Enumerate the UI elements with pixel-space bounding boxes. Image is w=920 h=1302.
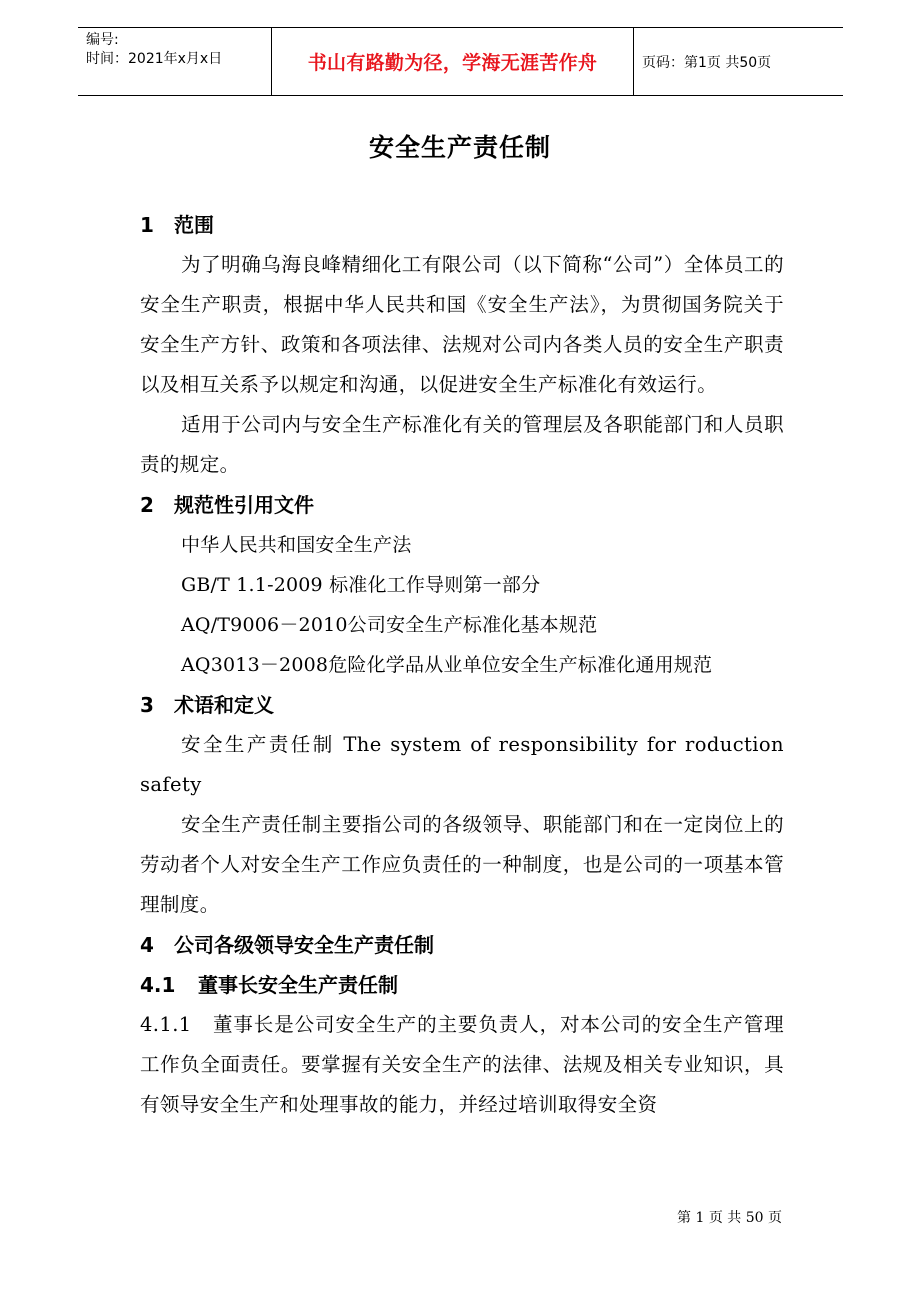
section-number: 1 — [140, 213, 154, 237]
section-1-heading — [140, 205, 784, 245]
subsection-number: 4.1 — [140, 973, 176, 997]
section-number: 3 — [140, 693, 154, 717]
clause-paragraph — [140, 1005, 784, 1125]
header-code-label: 编号: — [86, 32, 119, 48]
section-title: 术语和定义 — [174, 693, 274, 717]
document-title: 安全生产责任制 — [368, 133, 551, 162]
clause-text: 董事长是公司安全生产的主要负责人，对本公司的安全生产管理工作负全面责任。要掌握有关安全生产的法律、法规及相关专业知识，具有领导安全生产和处理事故的能力，并经过培训取得安全资 — [140, 1013, 785, 1116]
page-header — [78, 27, 843, 96]
section-title: 范围 — [174, 213, 214, 237]
paragraph: 适用于公司内与安全生产标准化有关的管理层及各职能部门和人员职责的规定。 — [140, 413, 784, 476]
header-motto: 书山有路勤为径，学海无涯苦作舟 — [272, 28, 634, 95]
paragraph: 为了明确乌海良峰精细化工有限公司（以下简称“公司”）全体员工的安全生产职责，根据中华人民共和国《安全生产法》，为贯彻国务院关于安全生产方针、政策和各项法律、法规对公司内各类人员的安全生产职责以及相互关系予以规定和沟通，以促进安全生产标准化有效运行。 — [140, 253, 784, 396]
section-title: 规范性引用文件 — [174, 493, 314, 517]
clause-number: 4.1.1 — [140, 1013, 192, 1036]
reference-item: AQ3013－2008危险化学品从业单位安全生产标准化通用规范 — [181, 654, 713, 676]
header-meta-cell — [78, 28, 272, 95]
subsection-4-1-heading — [140, 965, 784, 1005]
section-number: 2 — [140, 493, 154, 517]
paragraph: 安全生产责任制 The system of responsibility for roduction safety — [140, 733, 784, 796]
header-time-label: 时间：2021年x月x日 — [86, 51, 223, 67]
section-4-heading — [140, 925, 784, 965]
subsection-title: 董事长安全生产责任制 — [198, 973, 398, 997]
paragraph: 安全生产责任制主要指公司的各级领导、职能部门和在一定岗位上的劳动者个人对安全生产工作应负责任的一种制度，也是公司的一项基本管理制度。 — [140, 813, 784, 916]
header-page-info: 页码：第1页 共50页 — [642, 54, 772, 71]
section-number: 4 — [140, 933, 154, 957]
section-2-heading — [140, 485, 784, 525]
reference-item: GB/T 1.1-2009 标准化工作导则第一部分 — [181, 574, 541, 596]
document-body — [140, 205, 784, 1125]
section-title: 公司各级领导安全生产责任制 — [174, 933, 434, 957]
reference-item: AQ/T9006－2010公司安全生产标准化基本规范 — [181, 614, 598, 636]
page-footer: 第 1 页 共 50 页 — [677, 1210, 782, 1226]
reference-item: 中华人民共和国安全生产法 — [181, 534, 412, 556]
section-3-heading — [140, 685, 784, 725]
